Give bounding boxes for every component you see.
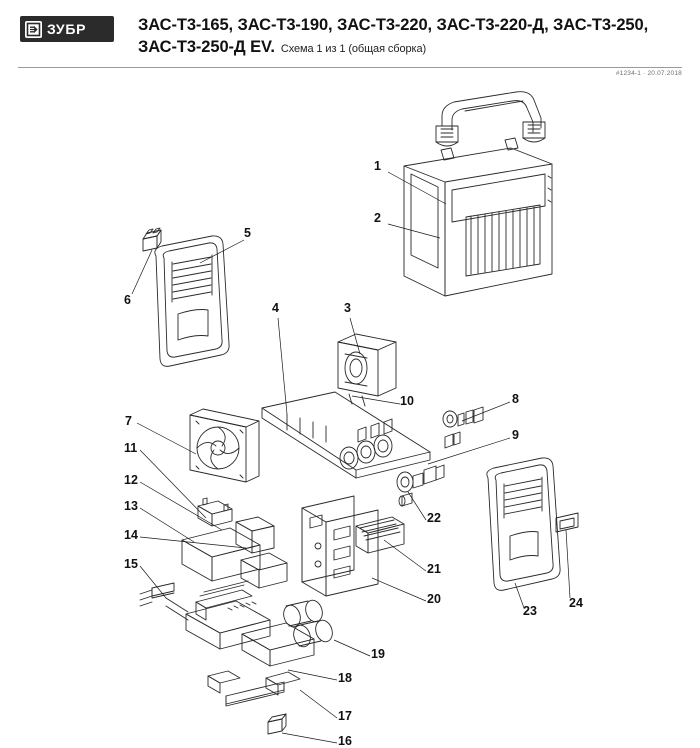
leader-17 [300,690,337,718]
callout-16: 16 [338,734,352,748]
leader-2 [388,224,440,238]
callout-7: 7 [125,414,132,428]
leader-6 [132,250,152,294]
callout-2: 2 [374,211,381,225]
callout-6: 6 [124,293,131,307]
leader-7 [137,423,196,454]
part-socket-row [340,419,444,492]
leader-10 [352,396,400,404]
callout-3: 3 [344,301,351,315]
callout-19: 19 [371,647,385,661]
part-fasteners [443,407,483,448]
document-reference: #1234-1 · 20.07.2018 [615,70,682,77]
callout-18: 18 [338,671,352,685]
part-power-boards [140,496,404,734]
page-title-line1: ЗАС-Т3-165, ЗАС-Т3-190, ЗАС-Т3-220, ЗАС-Т3-220-Д, ЗАС-Т3-250, [138,16,649,34]
header-divider [18,67,682,68]
callout-4: 4 [272,301,279,315]
leader-11 [140,450,206,518]
part-handle [436,92,545,146]
callout-8: 8 [512,392,519,406]
callout-13: 13 [124,499,138,513]
leader-9 [428,438,510,464]
leader-21 [384,540,426,571]
callout-14: 14 [124,528,138,542]
leader-24 [566,530,570,598]
callout-12: 12 [124,473,138,487]
leader-4 [278,318,287,414]
brand-logo-text: ЗУБР [47,21,87,37]
part-transformer [338,334,396,406]
leader-13 [140,508,194,542]
callout-24: 24 [569,596,583,610]
leader-22 [408,492,426,520]
leader-19 [334,640,370,656]
leader-15 [140,566,166,598]
callout-20: 20 [427,592,441,606]
callout-21: 21 [427,562,441,576]
brand-logo [20,16,114,42]
callout-1: 1 [374,159,381,173]
leader-18 [288,670,337,680]
title-block [138,14,683,60]
page-title-line2-text: ЗАС-Т3-250-Д EV. [138,38,275,56]
part-main-cover [404,138,552,296]
leader-12 [140,482,222,530]
exploded-assembly-drawing [0,78,700,748]
callout-10: 10 [400,394,414,408]
callout-11: 11 [124,441,138,455]
callout-9: 9 [512,428,519,442]
page-subtitle: Схема 1 из 1 (общая сборка) [280,43,427,55]
page-title-line2 [138,36,683,60]
drawing-canvas [0,78,700,700]
page-header [0,0,700,78]
part-left-side-panel [143,228,229,366]
callout-15: 15 [124,557,138,571]
callout-17: 17 [338,709,352,723]
callout-23: 23 [523,604,537,618]
arrow-in-square-icon [25,21,42,38]
callout-22: 22 [427,511,441,525]
part-cooling-fan [190,409,259,482]
leader-20 [372,578,426,601]
part-right-side-panel [487,458,578,590]
leader-16 [282,733,337,743]
callout-5: 5 [244,226,251,240]
